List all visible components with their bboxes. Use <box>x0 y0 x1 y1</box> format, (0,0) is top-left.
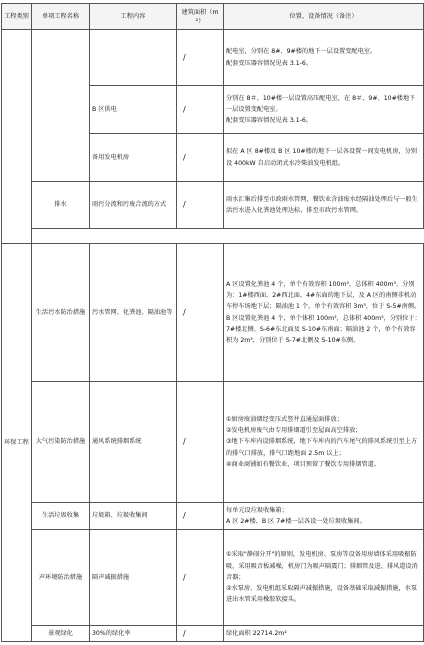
notes-line: A 区设置化粪池 4 个，单个有效容积 100m³，总体积 400m³，分别为：1#楼西面、2#西北面、4#东面的地下层，及 A 区的南侧非机动车停车场地下层；隔油池 1 个，单个有效容积 3m³，位于 S-5#南侧。 <box>226 280 421 311</box>
notes-line: ①厨房废油烟经变压式竖井直通屋面排放； <box>226 415 343 423</box>
area-cell: / <box>177 530 224 626</box>
area-cell: / <box>177 86 224 134</box>
header-category: 工程类别 <box>2 4 32 30</box>
header-row <box>2 4 424 30</box>
table-row <box>2 182 424 229</box>
item-cell: 生活污水防治措施 <box>32 244 90 382</box>
table-row <box>2 382 424 503</box>
table-row <box>2 626 424 642</box>
notes-line: ③地下车库内设排烟系统，地下车库内的汽车尾气的排风系统引至上方的排气口排放，排气口距地面 2.5m 以上； <box>226 438 418 457</box>
area-cell: / <box>177 182 224 229</box>
table-row <box>2 503 424 530</box>
notes-cell: 绿化面积 22714.2m² <box>224 626 424 642</box>
content-cell: 雨污分流和污废合流的方式 <box>90 182 177 229</box>
area-cell: / <box>177 30 224 86</box>
notes-cell: 拟在 A 区 8#楼及 B 区 10#楼的地下一层各设置一间发电机房，分别设 400kW 自启动闭式水冷柴油发电机组。 <box>224 134 424 182</box>
area-cell: / <box>177 244 224 382</box>
item-cell: 生活垃圾收集 <box>32 503 90 530</box>
item-cell: 声环境防治措施 <box>32 530 90 626</box>
item-cell: 景观绿化 <box>32 626 90 642</box>
notes-cell <box>224 503 424 530</box>
area-cell: / <box>177 134 224 182</box>
item-cell: 大气污染防治措施 <box>32 382 90 503</box>
content-cell: 通风系统排烟系统 <box>90 382 177 503</box>
notes-line: 分别在 8＃、10#楼一层设置高压配电室，在 8＃、9#、10#楼地下一层设置变配电室。 <box>226 94 416 113</box>
category-cell: 环保工程 <box>2 244 32 642</box>
header-notes: 位置、设备情况（备注） <box>224 4 424 30</box>
project-table <box>1 3 424 642</box>
category-cell <box>2 30 32 244</box>
table-row <box>2 530 424 626</box>
notes-line: ②发电机房废气由专用排烟道引至屋面高空排放； <box>226 427 362 435</box>
notes-cell <box>224 86 424 134</box>
table-row <box>2 30 424 86</box>
notes-cell <box>224 530 424 626</box>
content-cell: 30%的绿化率 <box>90 626 177 642</box>
notes-line: 每单元设垃圾收集箱； <box>226 506 288 514</box>
content-cell <box>90 30 177 86</box>
notes-cell <box>224 382 424 503</box>
table-row <box>2 229 424 244</box>
notes-line: ①采取"静闹分开"的原则，发电机房、泵房等设备用房墙体采用吸振防吸，采用吸音板减噪，机房门为吸声隔震门；排烟管及进、排风道设消音器； <box>226 551 418 581</box>
notes-line: 配电室，分别在 8#、9#楼的地下一层设置变配电室。 <box>226 48 377 56</box>
header-content: 工程内容 <box>90 4 177 30</box>
notes-cell <box>224 244 424 382</box>
table-row <box>2 244 424 382</box>
notes-line: 配套变压器容情况见表 3.1-6。 <box>226 117 313 125</box>
notes-line: 配套变压器容情况见表 3.1-6。 <box>226 59 313 67</box>
notes-cell: 雨水汇集后排至市政雨水管网，餐饮业含油废水经隔油处理后与一般生活污水进入化粪池处理达标，排至市政污水管网。 <box>224 182 424 229</box>
notes-line: A 区 2#楼、B 区 7#楼一层各设一处垃圾收集间。 <box>226 518 366 525</box>
header-area: 建筑面积（m²） <box>177 4 224 30</box>
area-cell: / <box>177 382 224 503</box>
content-cell: 隔声减振措施 <box>90 530 177 626</box>
notes-line: B 区设置化粪池 4 个，单个体积 100m³，总体积 400m³，分别位于：7#楼北侧、S-6#东北面及 S-10#东南面；隔油池 2 个，单个有效容积为 2m³，分别位于 S-7#北侧及 S-10#东侧。 <box>226 314 421 344</box>
header-item: 单项工程名称 <box>32 4 90 30</box>
item-cell <box>32 30 90 182</box>
area-cell: / <box>177 503 224 530</box>
content-cell: 备用发电机房 <box>90 134 177 182</box>
notes-cell <box>224 30 424 86</box>
content-cell: 垃圾箱、垃圾收集间 <box>90 503 177 530</box>
area-cell: / <box>177 626 224 642</box>
content-cell: 污水管网、化粪池、隔油池等 <box>90 244 177 382</box>
item-cell: 排水 <box>32 182 90 229</box>
notes-line: ②水泵房、发电机组采取隔声减振措施，设备基础采取减振措施，水泵进出水管采用橡胶软接头。 <box>226 585 418 604</box>
notes-line: ④商业商铺如有餐饮业，项目预留了餐饮专用排烟管道。 <box>226 460 381 468</box>
content-cell: B 区供电 <box>90 86 177 134</box>
